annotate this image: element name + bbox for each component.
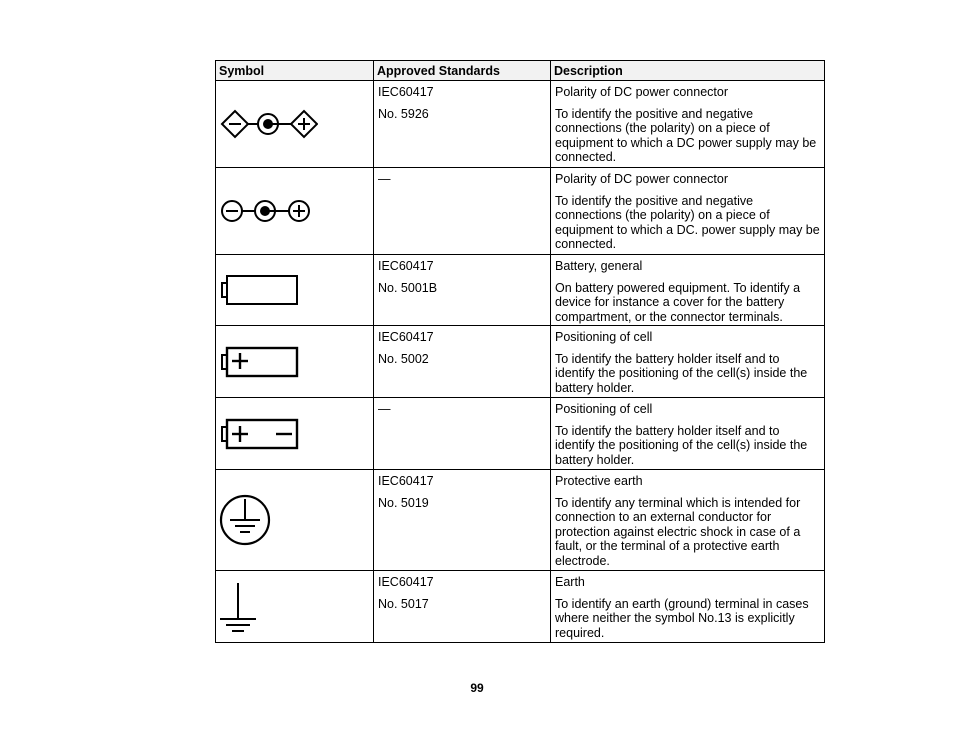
description-text: To identify an earth (ground) terminal in cases where neither the symbol No.13 is explicitly required. [555, 596, 809, 640]
standard-number: No. 5926 [378, 106, 429, 121]
standard-code: IEC60417 [378, 474, 434, 488]
table-row [216, 168, 825, 255]
standard-cell [374, 326, 551, 398]
symbol-cell [216, 326, 374, 398]
description-title: Positioning of cell [555, 402, 653, 416]
standard-code: IEC60417 [378, 330, 434, 344]
description-cell [551, 81, 825, 168]
standard-code: — [378, 402, 391, 416]
description-text: To identify any terminal which is intended for connection to an external conductor for protection against electric shock in case of a fault, or the terminal of a protective earth electrode. [555, 495, 801, 568]
standard-number: No. 5017 [378, 596, 429, 611]
description-title: Protective earth [555, 474, 643, 488]
standard-cell [374, 398, 551, 470]
description-title: Polarity of DC power connector [555, 172, 728, 186]
symbol-cell [216, 398, 374, 470]
standard-code: IEC60417 [378, 85, 434, 99]
battery-cell-plus-icon [218, 344, 318, 380]
description-cell [551, 571, 825, 643]
battery-cell-plus-minus-icon [218, 416, 318, 452]
standard-cell [374, 571, 551, 643]
description-text: To identify the battery holder itself and to identify the positioning of the cell(s) inside the battery holder. [555, 351, 808, 395]
description-cell [551, 255, 825, 326]
description-text: To identify the positive and negative connections (the polarity) on a piece of equipment to which a DC. power supply may be connected. [555, 193, 820, 252]
header-approved-standards: Approved Standards [374, 61, 551, 81]
table-row [216, 326, 825, 398]
header-description: Description [551, 61, 825, 81]
standard-code: IEC60417 [378, 259, 434, 273]
symbol-cell [216, 470, 374, 571]
table-row [216, 470, 825, 571]
description-text: To identify the battery holder itself and to identify the positioning of the cell(s) inside the battery holder. [555, 423, 808, 467]
battery-general-icon [218, 272, 318, 308]
standard-number: No. 5001B [378, 280, 438, 295]
table-row [216, 571, 825, 643]
standard-cell [374, 470, 551, 571]
symbol-cell [216, 81, 374, 168]
description-cell [551, 168, 825, 255]
standard-cell [374, 81, 551, 168]
description-text: To identify the positive and negative connections (the polarity) on a piece of equipment to which a DC power supply may be connected. [555, 106, 817, 165]
description-title: Positioning of cell [555, 330, 653, 344]
standard-number: No. 5002 [378, 351, 429, 366]
symbols-table [215, 60, 825, 643]
standard-code: — [378, 172, 391, 186]
standard-cell [374, 168, 551, 255]
symbol-cell [216, 255, 374, 326]
earth-ground-icon [218, 579, 278, 635]
table-header-row [216, 61, 825, 81]
standard-number: No. 5019 [378, 495, 429, 510]
description-title: Battery, general [555, 259, 643, 273]
description-cell [551, 326, 825, 398]
dc-polarity-diamond-icon [218, 104, 318, 144]
standard-cell [374, 255, 551, 326]
table-row [216, 255, 825, 326]
standard-code: IEC60417 [378, 575, 434, 589]
description-cell [551, 470, 825, 571]
description-title: Polarity of DC power connector [555, 85, 728, 99]
symbol-cell [216, 571, 374, 643]
dc-polarity-circle-icon [218, 191, 318, 231]
description-cell [551, 398, 825, 470]
header-symbol: Symbol [216, 61, 374, 81]
description-text: On battery powered equipment. To identify a device for instance a cover for the battery compartment, or the connector terminals. [555, 280, 801, 324]
symbol-cell [216, 168, 374, 255]
page-number: 99 [470, 681, 484, 695]
description-title: Earth [555, 575, 585, 589]
table-row [216, 81, 825, 168]
table-row [216, 398, 825, 470]
protective-earth-icon [218, 492, 278, 548]
